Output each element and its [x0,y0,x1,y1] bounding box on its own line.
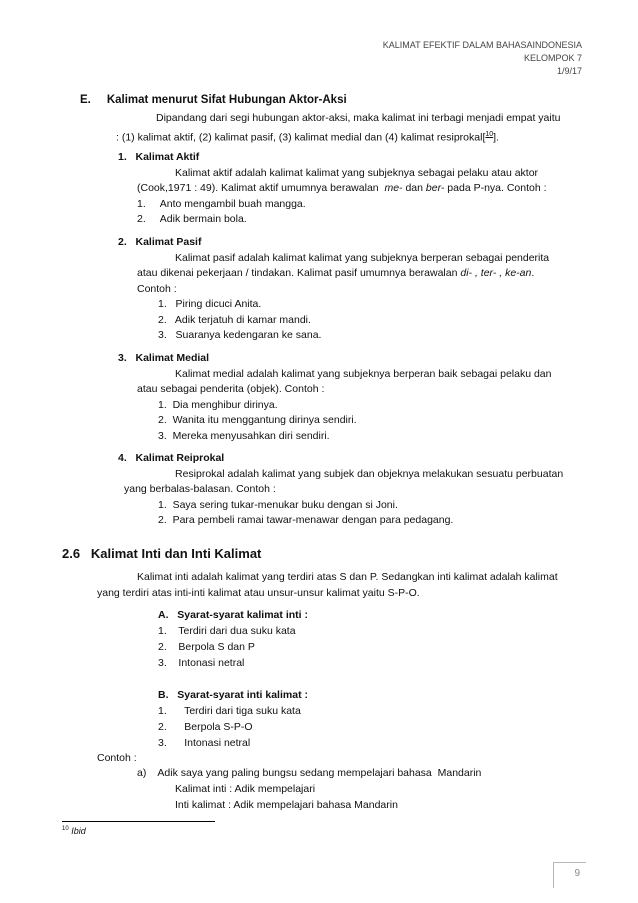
intro-end: ]. [493,131,500,144]
header-title: KALIMAT EFEKTIF DALAM BAHASAINDONESIA [382,40,582,50]
aktif-l2a: (Cook,1971 : 49). Kalimat aktif umumnya berawalan [137,182,385,194]
syarat-b-title: B. Syarat-syarat inti kalimat : [158,689,308,701]
page-number-box [553,862,586,888]
aktif-l2e: pada P-nya. Contoh : [444,182,547,194]
footnote [62,826,86,836]
list-item: 2. Wanita itu menggantung dirinya sendiri. [158,414,357,426]
list-item: 2. Adik bermain bola. [137,213,247,225]
example-kalimat-inti: Kalimat inti : Adik mempelajari [175,783,316,795]
aktif-l2d: ber- [425,182,445,194]
header-date: 1/9/17 [556,66,582,76]
reiprokal-title: 4. Kalimat Reiprokal [118,452,225,464]
list-item: 1. Anto mengambil buah mangga. [137,198,306,210]
medial-line2: atau sebagai penderita (objek). Contoh : [137,383,325,395]
medial-line1: Kalimat medial adalah kalimat yang subjeknya berperan baik sebagai pelaku dan [175,368,552,380]
aktif-line1: Kalimat aktif adalah kalimat kalimat yang subjeknya sebagai pelaku atau aktor [175,167,539,179]
list-item: 1. Dia menghibur dirinya. [158,399,278,411]
header-group: KELOMPOK 7 [523,53,582,63]
section-e-heading: E. Kalimat menurut Sifat Hubungan Aktor-Aksi [80,94,347,106]
aktif-title: 1. Kalimat Aktif [118,151,200,163]
footnote-number: 10 [62,826,69,832]
list-item: 2. Adik terjatuh di kamar mandi. [158,314,311,326]
medial-title: 3. Kalimat Medial [118,352,210,364]
list-item: 3. Intonasi netral [158,657,245,669]
pasif-l2a: atau dikenai pekerjaan / tindakan. Kalimat pasif umumnya berawalan [137,267,461,279]
pasif-l2c: . [531,267,535,279]
list-item: 1. Saya sering tukar-menukar buku dengan si Joni. [158,499,398,511]
aktif-line2 [137,182,547,195]
list-item: 1. Terdiri dari dua suku kata [158,625,296,637]
list-item: 2. Berpola S dan P [158,641,255,653]
section-2-6-line1: Kalimat inti adalah kalimat yang terdiri atas S dan P. Sedangkan inti kalimat adalah kalimat [137,571,558,583]
aktif-l2b: me- [384,182,403,194]
example-inti-kalimat: Inti kalimat : Adik mempelajari bahasa Mandarin [175,799,398,811]
pasif-line3: Contoh : [137,283,177,295]
list-item: 2. Berpola S-P-O [158,721,253,733]
list-item: 3. Intonasi netral [158,737,251,749]
list-item: 1. Terdiri dari tiga suku kata [158,705,301,717]
syarat-a-title: A. Syarat-syarat kalimat inti : [158,609,308,621]
section-2-6-line2: yang terdiri atas inti-inti kalimat atau unsur-unsur kalimat yaitu S-P-O. [97,587,420,599]
list-item: 1. Piring dicuci Anita. [158,298,262,310]
intro-text: : (1) kalimat aktif, (2) kalimat pasif, (3) kalimat medial dan (4) kalimat resiprokal[ [116,131,486,144]
page-number: 9 [574,868,580,879]
pasif-l2b: di- , ter- , ke-an [460,267,532,279]
pasif-title: 2. Kalimat Pasif [118,236,202,248]
footnote-divider [62,821,215,822]
list-item: 3. Suaranya kedengaran ke sana. [158,329,322,341]
contoh-label: Contoh : [97,752,137,764]
aktif-l2c: dan [402,182,426,194]
section-e-intro-line1: Dipandang dari segi hubungan aktor-aksi, maka kalimat ini terbagi menjadi empat yaitu [156,112,561,124]
footnote-ref[interactable]: 10 [485,131,494,138]
example-a: a) Adik saya yang paling bungsu sedang mempelajari bahasa Mandarin [137,767,482,779]
list-item: 3. Mereka menyusahkan diri sendiri. [158,430,330,442]
pasif-line2 [137,267,534,280]
section-e-intro-line2 [116,128,499,145]
section-2-6-heading: 2.6 Kalimat Inti dan Inti Kalimat [62,546,262,561]
reiprokal-line2: yang berbalas-balasan. Contoh : [124,483,276,495]
pasif-line1: Kalimat pasif adalah kalimat kalimat yang subjeknya berperan sebagai penderita [175,252,550,264]
reiprokal-line1: Resiprokal adalah kalimat yang subjek dan objeknya melakukan sesuatu perbuatan [175,468,564,480]
footnote-text: Ibid [71,826,86,836]
list-item: 2. Para pembeli ramai tawar-menawar dengan para pedagang. [158,514,454,526]
